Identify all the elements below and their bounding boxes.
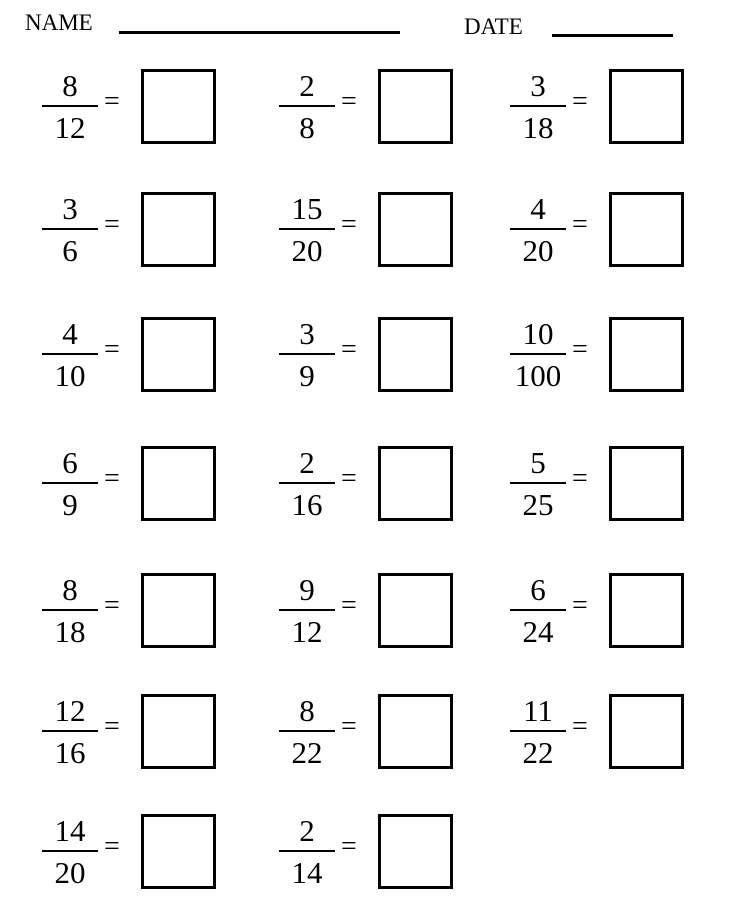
denominator: 12 bbox=[54, 110, 86, 145]
fraction bbox=[40, 693, 100, 771]
fraction-problem bbox=[40, 693, 240, 771]
fraction bbox=[40, 316, 100, 394]
equals-sign: = bbox=[341, 209, 357, 240]
fraction bbox=[508, 693, 568, 771]
fraction bbox=[277, 693, 337, 771]
denominator: 20 bbox=[291, 233, 323, 268]
denominator: 18 bbox=[54, 614, 86, 649]
name-field[interactable] bbox=[119, 31, 400, 34]
equals-sign: = bbox=[572, 463, 588, 494]
denominator: 14 bbox=[291, 855, 323, 890]
fraction-bar bbox=[510, 482, 566, 484]
fraction bbox=[277, 191, 337, 269]
fraction bbox=[40, 191, 100, 269]
numerator: 2 bbox=[299, 813, 315, 848]
numerator: 12 bbox=[54, 693, 86, 728]
numerator: 9 bbox=[299, 572, 315, 607]
equals-sign: = bbox=[104, 831, 120, 862]
equals-sign: = bbox=[572, 209, 588, 240]
fraction-bar bbox=[510, 228, 566, 230]
denominator: 22 bbox=[291, 735, 323, 770]
fraction-problem bbox=[40, 316, 240, 394]
fraction bbox=[40, 813, 100, 891]
date-label: DATE bbox=[464, 14, 523, 39]
numerator: 8 bbox=[62, 68, 78, 103]
date-field[interactable] bbox=[552, 34, 673, 37]
fraction-bar bbox=[510, 730, 566, 732]
fraction-bar bbox=[279, 228, 335, 230]
denominator: 22 bbox=[522, 735, 554, 770]
denominator: 6 bbox=[62, 233, 78, 268]
fraction-bar bbox=[42, 850, 98, 852]
denominator: 16 bbox=[291, 487, 323, 522]
answer-box[interactable] bbox=[378, 446, 453, 521]
fraction-bar bbox=[279, 353, 335, 355]
equals-sign: = bbox=[572, 590, 588, 621]
fraction bbox=[277, 813, 337, 891]
fraction-bar bbox=[279, 105, 335, 107]
fraction-problem bbox=[277, 693, 477, 771]
answer-box[interactable] bbox=[609, 192, 684, 267]
answer-box[interactable] bbox=[141, 446, 216, 521]
equals-sign: = bbox=[341, 711, 357, 742]
fraction bbox=[508, 68, 568, 146]
fraction-bar bbox=[279, 850, 335, 852]
fraction-bar bbox=[279, 482, 335, 484]
fraction-bar bbox=[42, 730, 98, 732]
equals-sign: = bbox=[104, 334, 120, 365]
answer-box[interactable] bbox=[141, 694, 216, 769]
fraction-problem bbox=[508, 316, 708, 394]
answer-box[interactable] bbox=[609, 317, 684, 392]
fraction-bar bbox=[279, 730, 335, 732]
fraction-problem bbox=[277, 191, 477, 269]
fraction-bar bbox=[510, 609, 566, 611]
answer-box[interactable] bbox=[609, 694, 684, 769]
denominator: 18 bbox=[522, 110, 554, 145]
answer-box[interactable] bbox=[609, 446, 684, 521]
denominator: 12 bbox=[291, 614, 323, 649]
fraction-problem bbox=[508, 445, 708, 523]
numerator: 2 bbox=[299, 445, 315, 480]
numerator: 15 bbox=[291, 191, 323, 226]
denominator: 100 bbox=[514, 358, 562, 393]
numerator: 4 bbox=[530, 191, 546, 226]
numerator: 8 bbox=[62, 572, 78, 607]
fraction-problem bbox=[277, 572, 477, 650]
numerator: 6 bbox=[62, 445, 78, 480]
fraction-problem bbox=[277, 813, 477, 891]
fraction bbox=[508, 572, 568, 650]
fraction-problem bbox=[508, 572, 708, 650]
answer-box[interactable] bbox=[378, 573, 453, 648]
answer-box[interactable] bbox=[609, 69, 684, 144]
answer-box[interactable] bbox=[141, 573, 216, 648]
answer-box[interactable] bbox=[378, 192, 453, 267]
fraction-bar bbox=[42, 609, 98, 611]
numerator: 10 bbox=[522, 316, 554, 351]
answer-box[interactable] bbox=[378, 69, 453, 144]
denominator: 9 bbox=[62, 487, 78, 522]
fraction-problem bbox=[277, 316, 477, 394]
fraction bbox=[40, 68, 100, 146]
answer-box[interactable] bbox=[378, 694, 453, 769]
denominator: 16 bbox=[54, 735, 86, 770]
fraction bbox=[277, 68, 337, 146]
numerator: 4 bbox=[62, 316, 78, 351]
fraction-problem bbox=[277, 445, 477, 523]
numerator: 3 bbox=[62, 191, 78, 226]
denominator: 8 bbox=[299, 110, 315, 145]
fraction-problem bbox=[508, 68, 708, 146]
fraction bbox=[508, 191, 568, 269]
denominator: 10 bbox=[54, 358, 86, 393]
equals-sign: = bbox=[104, 209, 120, 240]
fraction-problem bbox=[40, 68, 240, 146]
numerator: 8 bbox=[299, 693, 315, 728]
fraction-problem bbox=[40, 813, 240, 891]
answer-box[interactable] bbox=[378, 317, 453, 392]
equals-sign: = bbox=[572, 86, 588, 117]
fraction-problem bbox=[40, 445, 240, 523]
equals-sign: = bbox=[572, 334, 588, 365]
fraction-problem bbox=[277, 68, 477, 146]
denominator: 25 bbox=[522, 487, 554, 522]
numerator: 11 bbox=[523, 693, 553, 728]
answer-box[interactable] bbox=[141, 69, 216, 144]
equals-sign: = bbox=[104, 86, 120, 117]
fraction-bar bbox=[42, 228, 98, 230]
fraction bbox=[277, 445, 337, 523]
denominator: 24 bbox=[522, 614, 554, 649]
answer-box[interactable] bbox=[609, 573, 684, 648]
equals-sign: = bbox=[104, 463, 120, 494]
answer-box[interactable] bbox=[378, 814, 453, 889]
denominator: 20 bbox=[522, 233, 554, 268]
fraction-bar bbox=[42, 353, 98, 355]
name-label: NAME bbox=[25, 10, 93, 35]
fraction-problem bbox=[508, 693, 708, 771]
fraction-problem bbox=[40, 572, 240, 650]
numerator: 5 bbox=[530, 445, 546, 480]
answer-box[interactable] bbox=[141, 814, 216, 889]
fraction-bar bbox=[42, 105, 98, 107]
equals-sign: = bbox=[341, 86, 357, 117]
equals-sign: = bbox=[341, 334, 357, 365]
numerator: 3 bbox=[530, 68, 546, 103]
equals-sign: = bbox=[572, 711, 588, 742]
equals-sign: = bbox=[341, 831, 357, 862]
fraction-bar bbox=[42, 482, 98, 484]
fraction-bar bbox=[510, 105, 566, 107]
fraction-bar bbox=[279, 609, 335, 611]
fraction bbox=[40, 572, 100, 650]
equals-sign: = bbox=[104, 590, 120, 621]
fraction bbox=[40, 445, 100, 523]
numerator: 3 bbox=[299, 316, 315, 351]
fraction-problem bbox=[40, 191, 240, 269]
fraction bbox=[508, 445, 568, 523]
fraction-bar bbox=[510, 353, 566, 355]
fraction bbox=[277, 572, 337, 650]
answer-box[interactable] bbox=[141, 192, 216, 267]
answer-box[interactable] bbox=[141, 317, 216, 392]
numerator: 14 bbox=[54, 813, 86, 848]
equals-sign: = bbox=[104, 711, 120, 742]
fraction bbox=[508, 316, 568, 394]
equals-sign: = bbox=[341, 590, 357, 621]
numerator: 6 bbox=[530, 572, 546, 607]
denominator: 20 bbox=[54, 855, 86, 890]
fraction bbox=[277, 316, 337, 394]
equals-sign: = bbox=[341, 463, 357, 494]
denominator: 9 bbox=[299, 358, 315, 393]
numerator: 2 bbox=[299, 68, 315, 103]
fraction-problem bbox=[508, 191, 708, 269]
